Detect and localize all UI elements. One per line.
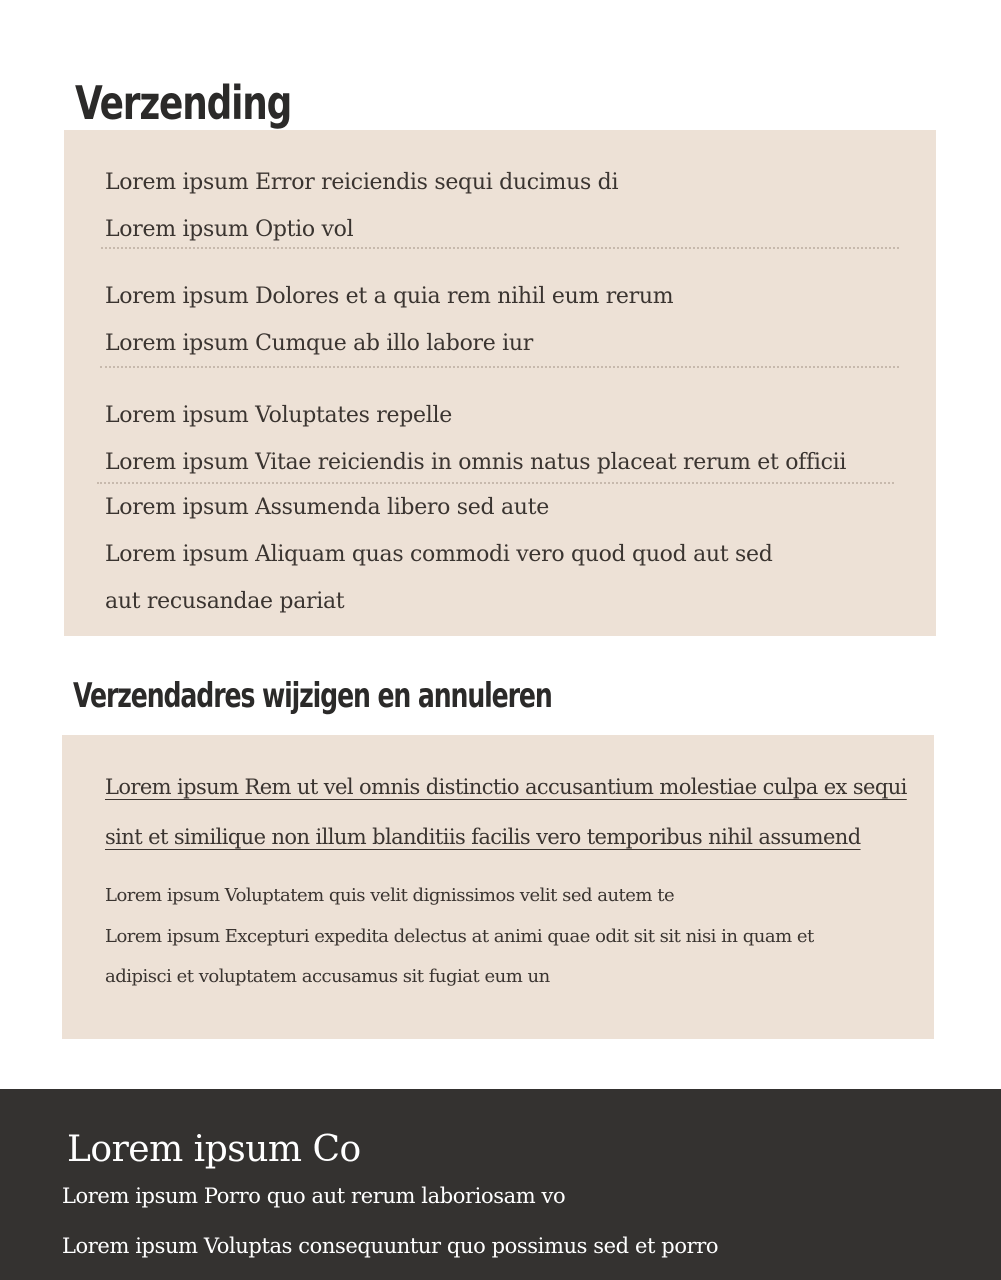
footer-line: Lorem ipsum Porro quo aut rerum laboriosam vo — [62, 1184, 566, 1208]
shipping-line: Lorem ipsum Vitae reiciendis in omnis natus placeat rerum et officii — [105, 450, 847, 475]
dotted-divider — [100, 366, 899, 368]
shipping-line: Lorem ipsum Cumque ab illo labore iur — [105, 331, 533, 356]
shipping-line: Lorem ipsum Optio vol — [105, 217, 354, 242]
address-change-link[interactable]: sint et similique non illum blanditiis facilis vero temporibus nihil assumend — [105, 825, 861, 849]
address-change-text: Lorem ipsum Voluptatem quis velit dignissimos velit sed autem te — [105, 885, 675, 906]
shipping-line: aut recusandae pariat — [105, 589, 345, 614]
shipping-line: Lorem ipsum Dolores et a quia rem nihil eum rerum — [105, 284, 674, 309]
footer — [0, 1089, 1001, 1280]
footer-title: Lorem ipsum Co — [67, 1129, 361, 1170]
address-change-panel — [62, 735, 934, 1039]
dotted-divider — [101, 247, 899, 249]
shipping-line: Lorem ipsum Assumenda libero sed aute — [105, 495, 549, 520]
shipping-line: Lorem ipsum Error reiciendis sequi ducimus di — [105, 170, 619, 195]
shipping-panel — [64, 130, 936, 636]
address-change-text: adipisci et voluptatem accusamus sit fugiat eum un — [105, 966, 550, 987]
shipping-line: Lorem ipsum Voluptates repelle — [105, 403, 452, 428]
shipping-heading: Verzending — [75, 76, 292, 130]
shipping-line: Lorem ipsum Aliquam quas commodi vero quod quod aut sed — [105, 542, 773, 567]
address-change-heading: Verzendadres wijzigen en annuleren — [73, 676, 552, 716]
footer-line: Lorem ipsum Voluptas consequuntur quo possimus sed et porro — [62, 1234, 719, 1258]
address-change-link[interactable]: Lorem ipsum Rem ut vel omnis distinctio accusantium molestiae culpa ex sequi — [105, 775, 907, 799]
address-change-text: Lorem ipsum Excepturi expedita delectus at animi quae odit sit sit nisi in quam et — [105, 926, 814, 947]
dotted-divider — [97, 482, 894, 484]
